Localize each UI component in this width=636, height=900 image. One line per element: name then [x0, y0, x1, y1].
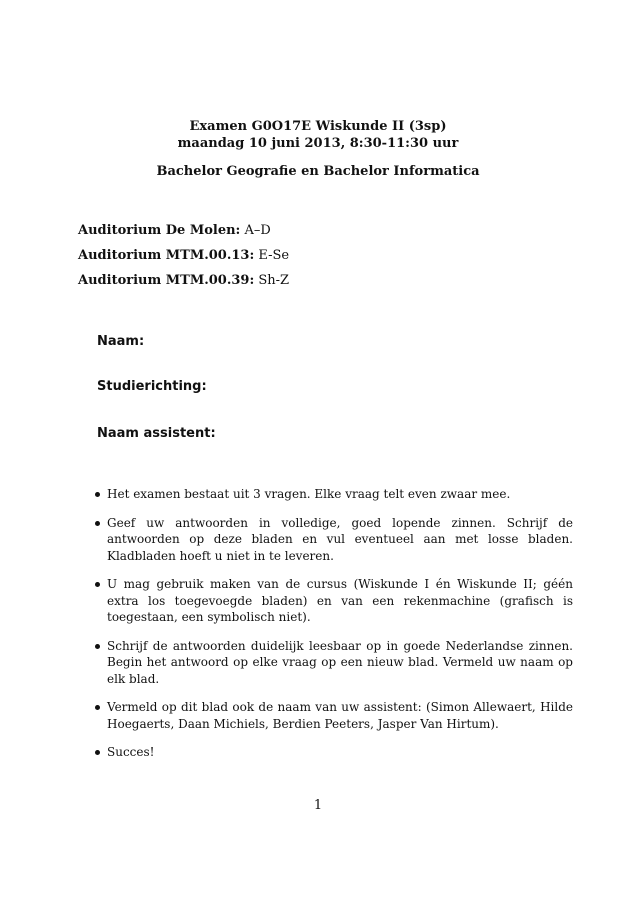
- program-line: Bachelor Geografie en Bachelor Informatica: [156, 164, 480, 179]
- instructions-list: [95, 486, 573, 773]
- exam-date: maandag 10 juni 2013, 8:30-11:30 uur: [177, 136, 459, 151]
- auditorium-range: A–D: [244, 223, 271, 238]
- auditorium-row-3: [78, 273, 289, 288]
- instruction-item: [95, 515, 573, 565]
- exam-title: Examen G0O17E Wiskunde II (3sp): [189, 119, 447, 134]
- bullet-icon: [95, 705, 100, 710]
- instruction-item: [95, 699, 573, 732]
- auditorium-range: Sh-Z: [258, 273, 290, 288]
- instruction-item: [95, 486, 573, 503]
- exam-header: [0, 118, 636, 152]
- auditorium-row-2: [78, 248, 289, 263]
- assistant-field-label: Naam assistent:: [97, 426, 216, 441]
- instruction-text: Geef uw antwoorden in volledige, goed lopende zinnen. Schrijf de antwoorden op deze bladen en vul eventueel aan met losse bladen. Kladbladen hoeft u niet in te leveren.: [107, 515, 573, 563]
- instruction-item: [95, 576, 573, 626]
- auditorium-label: Auditorium MTM.00.13:: [78, 248, 255, 263]
- instruction-text: Succes!: [107, 745, 155, 759]
- auditorium-label: Auditorium De Molen:: [78, 223, 241, 238]
- instruction-text: U mag gebruik maken van de cursus (Wiskunde I én Wiskunde II; géén extra los toegevoegde bladen) en van een rekenmachine (grafisch is toegestaan, een symbolisch niet).: [107, 577, 573, 624]
- page-number: 1: [313, 798, 323, 813]
- instruction-text: Vermeld op dit blad ook de naam van uw assistent: (Simon Allewaert, Hilde Hoegaerts, Daan Michiels, Berdien Peeters, Jasper Van Hirtum).: [107, 700, 573, 731]
- bullet-icon: [95, 521, 100, 526]
- bullet-icon: [95, 750, 100, 755]
- name-field-label: Naam:: [97, 334, 145, 349]
- auditorium-range: E-Se: [258, 248, 290, 263]
- bullet-icon: [95, 644, 100, 649]
- bullet-icon: [95, 492, 100, 497]
- instruction-text: Schrijf de antwoorden duidelijk leesbaar op in goede Nederlandse zinnen. Begin het antwoord op elke vraag op een nieuw blad. Vermeld uw naam op elk blad.: [107, 638, 573, 686]
- auditorium-row-1: [78, 223, 271, 238]
- auditorium-label: Auditorium MTM.00.39:: [78, 273, 255, 288]
- study-field-label: Studierichting:: [97, 379, 207, 394]
- instruction-item: [95, 638, 573, 688]
- bullet-icon: [95, 582, 100, 587]
- instruction-item: [95, 744, 573, 761]
- instruction-text: Het examen bestaat uit 3 vragen. Elke vraag telt even zwaar mee.: [107, 487, 511, 501]
